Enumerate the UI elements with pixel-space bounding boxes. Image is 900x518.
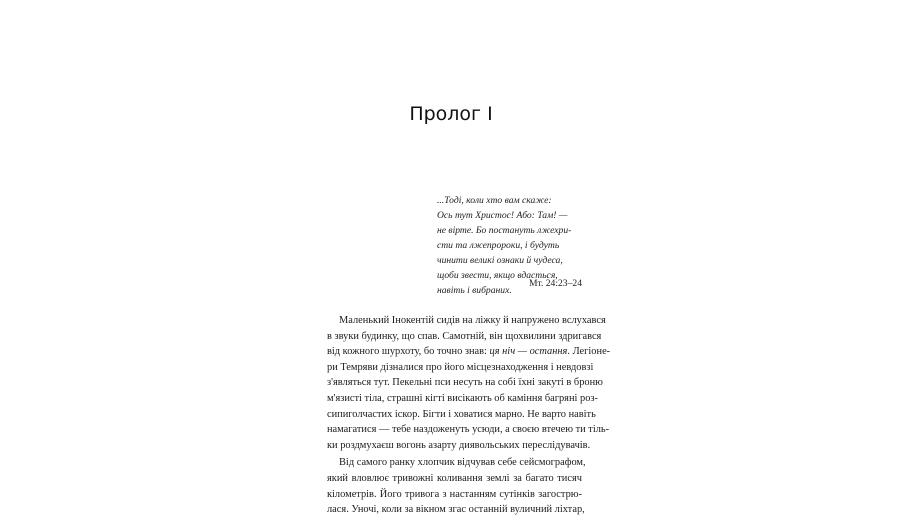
epigraph-line: ...Тоді, коли хто вам скаже:	[437, 195, 552, 206]
text-line: з'являться тут. Пекельні пси несуть на собі їхні закуті в броню	[327, 377, 603, 389]
epigraph-line: сти та лжепророки, і будуть	[437, 240, 560, 251]
epigraph-reference: Мт. 24:23–24	[528, 278, 582, 289]
text-segment: від кожного шурхоту, бо точно знав:	[327, 346, 490, 358]
text-line: ри Темряви дізналися про його місцезнаходження і невдовзі	[327, 361, 594, 373]
text-line: намагатися — тебе наздоженуть усюди, а своєю втечею ти тіль-	[327, 424, 610, 436]
epigraph-line: Ось тут Христос! Або: Там! —	[437, 210, 568, 221]
italic-phrase: ця ніч — остання	[489, 346, 568, 358]
chapter-title: Пролог I	[409, 103, 493, 125]
epigraph-line: навіть і вибраних.	[437, 285, 512, 296]
text-line	[327, 344, 611, 360]
text-line: Маленький Інокентій сидів на ліжку й напружено вслухався	[339, 315, 606, 326]
epigraph-line: щоби звести, якщо вдасться,	[437, 270, 558, 281]
text-line: сипиголчастих іскор. Бігти і ховатися марно. Не варто навіть	[327, 408, 596, 420]
text-line: лася. Уночі, коли за вікном згас останній вуличний ліхтар,	[327, 504, 585, 516]
text-line: м'язисті тіла, страшні кігті висікають об каміння багряні роз-	[327, 392, 598, 404]
epigraph-line: не вірте. Бо постануть лжехри-	[437, 225, 572, 236]
text-line: кілометрів. Його тривога з настанням сутінків загострю-	[327, 488, 582, 500]
text-line: Від самого ранку хлопчик відчував себе сейсмографом,	[339, 457, 586, 469]
text-segment: . Легіоне-	[567, 346, 611, 358]
epigraph-line: чинити великі ознаки й чудеса,	[437, 255, 563, 266]
text-line: в звуки будинку, що спав. Самотній, він щохвилини здригався	[327, 330, 602, 342]
text-line: ки роздмухаєш вогонь азарту диявольських переслідувачів.	[327, 439, 591, 451]
text-line: який вловлює тривожні коливання землі за багато тисяч	[327, 472, 582, 484]
body-text	[327, 313, 611, 518]
